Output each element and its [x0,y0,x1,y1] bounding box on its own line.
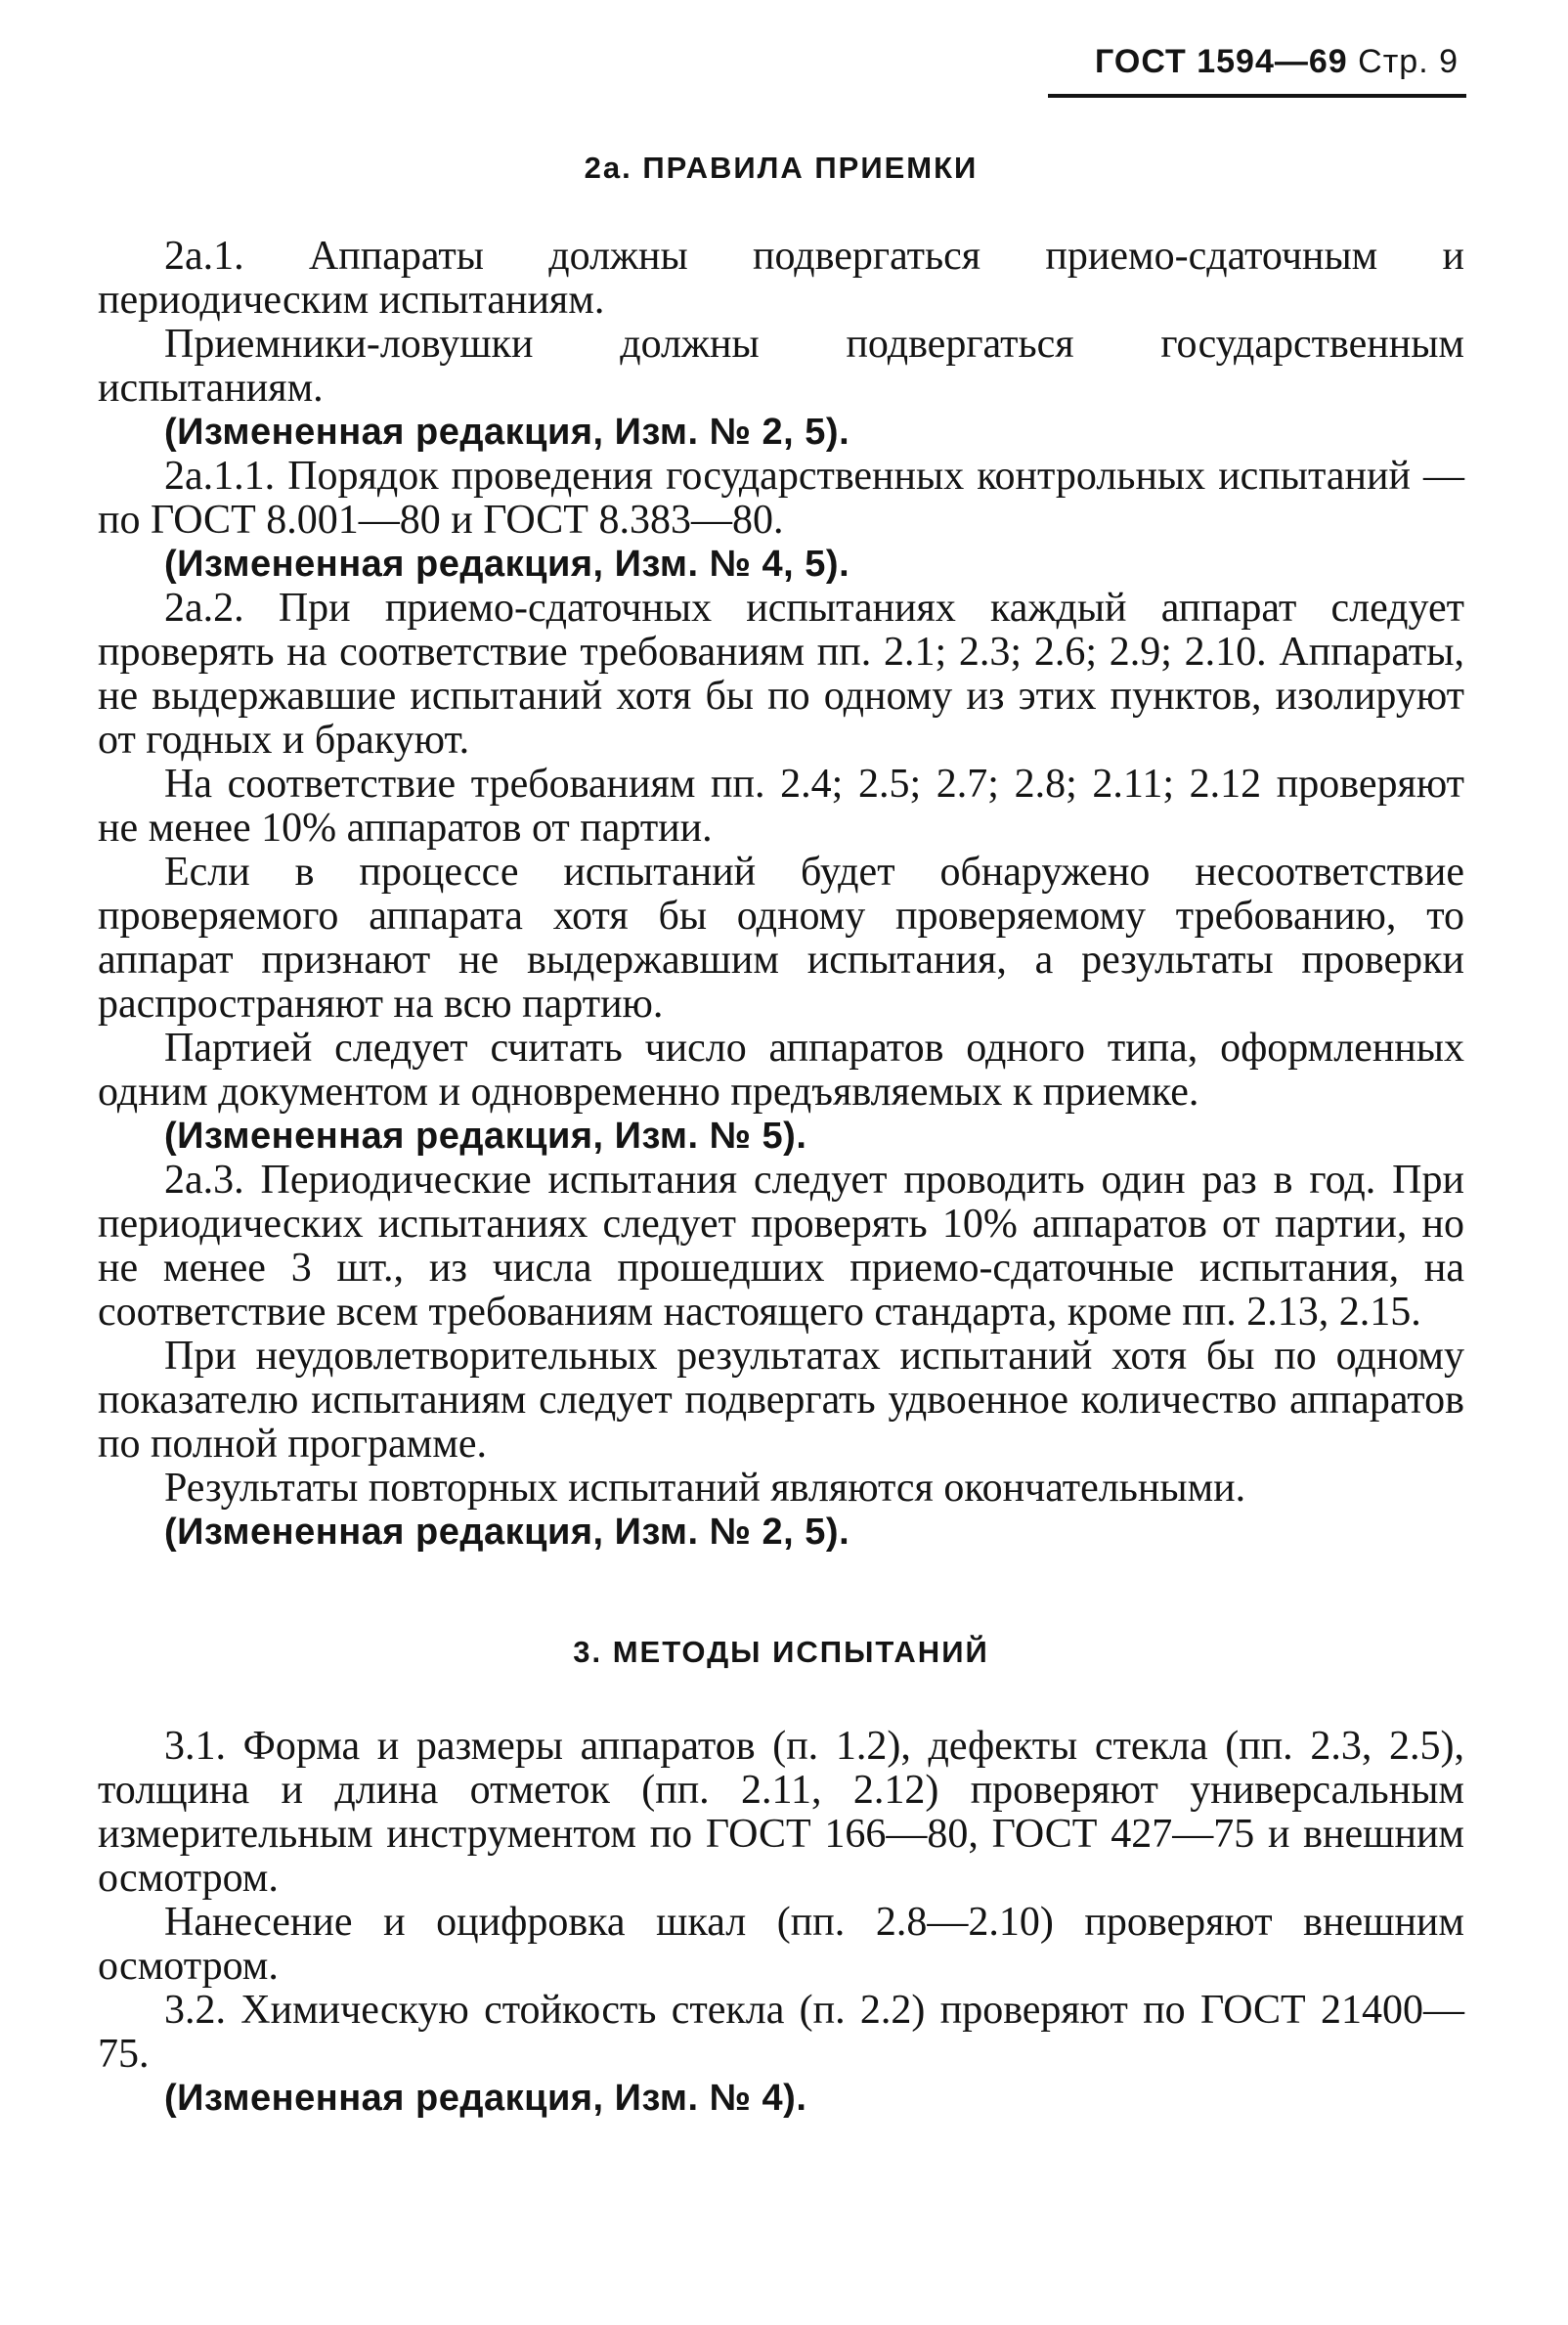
paragraph: Результаты повторных испытаний являются окончательными. [164,1466,1246,1511]
paragraph: Нанесение и оцифровка шкал (пп. 2.8—2.10) проверяют внешним осмотром. [98,1900,1464,1989]
page-number: Стр. 9 [1358,43,1459,80]
amendment-note: (Измененная редакция, Изм. № 4, 5). [164,544,850,585]
clause-2a-1-1: 2а.1.1. Порядок проведения государственных контрольных испытаний — по ГОСТ 8.001—80 и ГОСТ 8.383—80. [98,454,1464,543]
paragraph: На соответствие требованиям пп. 2.4; 2.5; 2.7; 2.8; 2.11; 2.12 проверяют не менее 10% аппаратов от партии. [98,762,1464,851]
amendment-note: (Измененная редакция, Изм. № 4). [164,2078,807,2119]
amendment-note: (Измененная редакция, Изм. № 2, 5). [164,412,850,453]
section-title-test-methods: 3. МЕТОДЫ ИСПЫТАНИЙ [573,1635,989,1669]
paragraph: Партией следует считать число аппаратов одного типа, оформленных одним документом и одновременно предъявляемых к приемке. [98,1026,1464,1115]
paragraph: При неудовлетворительных результатах испытаний хотя бы по одному показателю испытаниям следует подвергать удвоенное количество аппаратов по полной программе. [98,1334,1464,1467]
page-content [98,137,1464,2121]
document-code: ГОСТ 1594—69 [1095,43,1348,80]
amendment-note: (Измененная редакция, Изм. № 5). [164,1116,807,1157]
running-header [1048,43,1459,81]
clause-3-1: 3.1. Форма и размеры аппаратов (п. 1.2), дефекты стекла (пп. 2.3, 2.5), толщина и длина отметок (пп. 2.11, 2.12) проверяют универсальным измерительным инструментом по ГОСТ 166—80, ГОСТ 427—75 и внешним осмотром. [98,1724,1464,1901]
header-rule [1048,94,1466,98]
clause-2a-2: 2а.2. При приемо-сдаточных испытаниях каждый аппарат следует проверять на соответствие требованиям пп. 2.1; 2.3; 2.6; 2.9; 2.10. Аппараты, не выдержавшие испытаний хотя бы по одному из этих пунктов, изолируют от годных и бракуют. [98,586,1464,763]
clause-3-2: 3.2. Химическую стойкость стекла (п. 2.2) проверяют по ГОСТ 21400—75. [98,1988,1464,2077]
amendment-note: (Измененная редакция, Изм. № 2, 5). [164,1512,850,1553]
paragraph: Приемники-ловушки должны подвергаться государственным испытаниям. [98,322,1464,411]
paragraph: Если в процессе испытаний будет обнаружено несоответствие проверяемого аппарата хотя бы одному проверяемому требованию, то аппарат признают не выдержавшим испытания, а результаты проверки распространяют на всю партию. [98,850,1464,1027]
clause-2a-3: 2а.3. Периодические испытания следует проводить один раз в год. При периодических испытаниях следует проверять 10% аппаратов от партии, но не менее 3 шт., из числа прошедших приемо-сдаточные испытания, на соответствие всем требованиям настоящего стандарта, кроме пп. 2.13, 2.15. [98,1158,1464,1335]
clause-2a-1: 2а.1. Аппараты должны подвергаться приемо-сдаточным и периодическим испытаниям. [98,234,1464,323]
section-title-acceptance-rules: 2а. ПРАВИЛА ПРИЕМКИ [584,151,979,185]
